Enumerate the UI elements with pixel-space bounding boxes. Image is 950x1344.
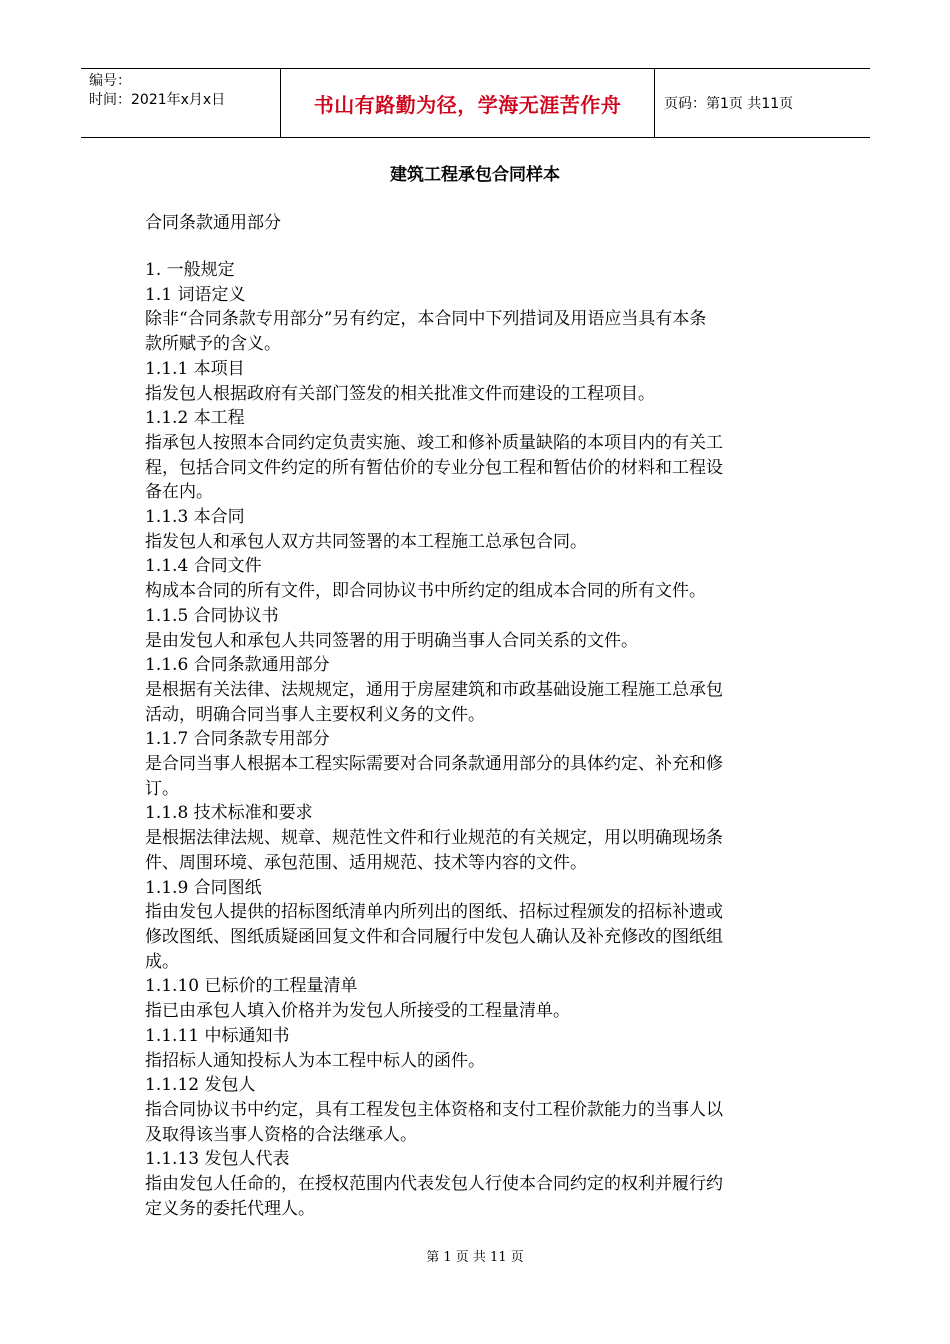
body-line: 1.1.12 发包人 bbox=[145, 1075, 256, 1096]
header-meta bbox=[81, 69, 281, 137]
body-line: 1.1.6 合同条款通用部分 bbox=[145, 655, 330, 676]
body-line: 修改图纸、图纸质疑函回复文件和合同履行中发包人确认及补充修改的图纸组 bbox=[145, 926, 723, 947]
body-line: 件、周围环境、承包范围、适用规范、技术等内容的文件。 bbox=[145, 852, 587, 873]
body-line: 构成本合同的所有文件，即合同协议书中所约定的组成本合同的所有文件。 bbox=[145, 581, 706, 602]
body-line: 是根据有关法律、法规规定，通用于房屋建筑和市政基础设施工程施工总承包 bbox=[145, 679, 723, 700]
body-line: 指已由承包人填入价格并为发包人所接受的工程量清单。 bbox=[145, 1001, 570, 1022]
body-line: 1.1.7 合同条款专用部分 bbox=[145, 729, 330, 750]
body-line: 1. 一般规定 bbox=[145, 260, 235, 280]
body-line: 1.1.9 合同图纸 bbox=[145, 877, 262, 898]
body-line: 订。 bbox=[145, 778, 179, 799]
body-line: 定义务的委托代理人。 bbox=[145, 1198, 315, 1219]
header-page-info: 页码：第1页 共11页 bbox=[664, 96, 794, 112]
body-line: 1.1.13 发包人代表 bbox=[145, 1149, 290, 1170]
body-line: 指招标人通知投标人为本工程中标人的函件。 bbox=[145, 1050, 485, 1071]
body-line: 是由发包人和承包人共同签署的用于明确当事人合同关系的文件。 bbox=[145, 630, 638, 651]
body-line: 指合同协议书中约定，具有工程发包主体资格和支付工程价款能力的当事人以 bbox=[145, 1099, 723, 1120]
body-line: 除非“合同条款专用部分”另有约定，本合同中下列措词及用语应当具有本条 bbox=[145, 309, 707, 330]
body-line: 款所赋予的含义。 bbox=[145, 334, 281, 355]
body-line: 1.1.1 本项目 bbox=[145, 358, 245, 379]
body-line: 1.1.10 已标价的工程量清单 bbox=[145, 976, 358, 997]
document-title: 建筑工程承包合同样本 bbox=[390, 165, 560, 185]
number-label: 编号： bbox=[89, 73, 131, 89]
body-line: 是根据法律法规、规章、规范性文件和行业规范的有关规定，用以明确现场条 bbox=[145, 828, 723, 849]
body-line: 1.1.3 本合同 bbox=[145, 507, 245, 528]
header-motto: 书山有路勤为径，学海无涯苦作舟 bbox=[281, 69, 655, 137]
body-line: 程，包括合同文件约定的所有暂估价的专业分包工程和暂估价的材料和工程设 bbox=[145, 457, 723, 478]
body-line: 及取得该当事人资格的合法继承人。 bbox=[145, 1124, 417, 1145]
page-footer: 第 1 页 共 11 页 bbox=[426, 1250, 524, 1265]
body-line: 指发包人和承包人双方共同签署的本工程施工总承包合同。 bbox=[145, 531, 587, 552]
body-line: 1.1.4 合同文件 bbox=[145, 556, 262, 577]
body-line: 是合同当事人根据本工程实际需要对合同条款通用部分的具体约定、补充和修 bbox=[145, 754, 723, 775]
body-line: 1.1.5 合同协议书 bbox=[145, 605, 279, 626]
body-line: 活动，明确合同当事人主要权利义务的文件。 bbox=[145, 704, 485, 725]
body-line: 指承包人按照本合同约定负责实施、竣工和修补质量缺陷的本项目内的有关工 bbox=[145, 432, 723, 453]
body-line: 指由发包人提供的招标图纸清单内所列出的图纸、招标过程颁发的招标补遗或 bbox=[145, 902, 723, 923]
body-line: 1.1 词语定义 bbox=[145, 284, 246, 305]
body-line: 成。 bbox=[145, 951, 179, 972]
body-line: 指发包人根据政府有关部门签发的相关批准文件而建设的工程项目。 bbox=[145, 383, 655, 404]
date-line: 时间：2021年x月x日 bbox=[89, 92, 226, 108]
page-header bbox=[81, 68, 870, 138]
body-line: 备在内。 bbox=[145, 482, 213, 503]
body-line: 1.1.2 本工程 bbox=[145, 408, 245, 429]
document-subtitle: 合同条款通用部分 bbox=[145, 213, 281, 233]
body-line: 1.1.8 技术标准和要求 bbox=[145, 803, 313, 824]
document-body bbox=[145, 258, 805, 1221]
body-line: 指由发包人任命的，在授权范围内代表发包人行使本合同约定的权利并履行约 bbox=[145, 1174, 723, 1195]
body-line: 1.1.11 中标通知书 bbox=[145, 1025, 290, 1046]
